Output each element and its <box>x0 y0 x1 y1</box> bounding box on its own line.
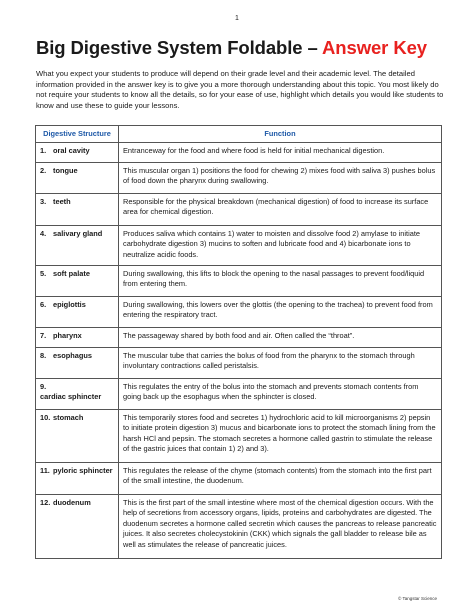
structure-name: oral cavity <box>53 145 90 155</box>
function-cell: The passageway shared by both food and air. Often called the “throat”. <box>119 327 442 347</box>
table-row <box>36 409 442 462</box>
row-number: 8. <box>40 350 47 360</box>
row-number: 7. <box>40 330 47 340</box>
structure-cell <box>36 142 119 162</box>
digestive-structure-table <box>35 125 442 559</box>
structure-cell <box>36 462 119 494</box>
row-number: 12. <box>40 497 51 507</box>
table-row <box>36 296 442 327</box>
structure-cell <box>36 193 119 225</box>
intro-paragraph: What you expect your students to produce will depend on their grade level and their academic level. The detailed information provided in the answer key is to give you a more thorough understanding about this topic. You most likely do not require your students to know all the details, so for your ease of use, highlight which details you would like students to know and use these to guide your lessons. <box>36 69 444 110</box>
table-row <box>36 142 442 162</box>
structure-name: salivary gland <box>53 228 103 238</box>
function-cell: Entranceway for the food and where food is held for initial mechanical digestion. <box>119 142 442 162</box>
function-cell: This regulates the entry of the bolus into the stomach and prevents stomach contents from going back up the esophagus when the sphincter is closed. <box>119 378 442 409</box>
structure-name: pharynx <box>53 330 82 340</box>
function-cell: This temporarily stores food and secretes 1) hydrochloric acid to kill microorganisms 2) pepsin to initiate protein digestion 3) mucus and bicarbonate ions to protect the stomach lining from the harsh HCl and pepsin. The stomach secretes a hormone called gastrin to stimulate the release of the gastric juices that contain 1) 2) and 3). <box>119 409 442 462</box>
row-number: 5. <box>40 268 47 278</box>
function-cell: During swallowing, this lifts to block the opening to the nasal passages to prevent food/liquid from entering them. <box>119 265 442 296</box>
row-number: 9. <box>40 381 47 391</box>
header-structure: Digestive Structure <box>36 126 119 143</box>
row-number: 1. <box>40 145 47 155</box>
table-row <box>36 347 442 378</box>
row-number: 4. <box>40 228 47 238</box>
function-cell: During swallowing, this lowers over the glottis (the opening to the trachea) to prevent food from entering the respiratory tract. <box>119 296 442 327</box>
structure-cell <box>36 327 119 347</box>
title-accent: Answer Key <box>322 37 427 58</box>
function-cell: This muscular organ 1) positions the food for chewing 2) mixes food with saliva 3) pushes bolus of food down the pharynx during swallowing. <box>119 162 442 193</box>
structure-name: epiglottis <box>53 299 86 309</box>
table-row <box>36 225 442 265</box>
structure-cell <box>36 409 119 462</box>
table-row <box>36 494 442 558</box>
table-header-row <box>36 126 442 143</box>
row-number: 3. <box>40 196 47 206</box>
function-cell: The muscular tube that carries the bolus of food from the pharynx to the stomach through involuntary contractions called peristalsis. <box>119 347 442 378</box>
table-row <box>36 162 442 193</box>
structure-name: esophagus <box>53 350 93 360</box>
table-row <box>36 327 442 347</box>
structure-name: stomach <box>53 412 84 422</box>
row-number: 10. <box>40 412 51 422</box>
function-cell: Produces saliva which contains 1) water to moisten and dissolve food 2) amylase to initiate carbohydrate digestion 3) mucins to soften and lubricate food and 4) bicarbonate ions to neutralize acidic foods. <box>119 225 442 265</box>
structure-cell <box>36 265 119 296</box>
structure-cell <box>36 494 119 558</box>
structure-name: teeth <box>53 196 71 206</box>
row-number: 11. <box>40 465 50 475</box>
structure-cell <box>36 162 119 193</box>
header-function: Function <box>119 126 442 143</box>
table-row <box>36 265 442 296</box>
structure-name: cardiac sphincter <box>40 392 102 402</box>
page-number: 1 <box>235 15 239 22</box>
structure-name: soft palate <box>53 268 90 278</box>
row-number: 6. <box>40 299 47 309</box>
page-title <box>36 37 427 59</box>
function-cell: This is the first part of the small intestine where most of the chemical digestion occurs. With the help of secretions from accessory organs, lipids, proteins and carbohydrates are digested. The duodenum secretes a hormone called secretin which causes the pancreas to release pancreatic juices. It also secretes cholecystokinin (CKK) which signals the gall bladder to release bile as well as stimulates the release of pancreatic juices. <box>119 494 442 558</box>
structure-name: duodenum <box>53 497 91 507</box>
structure-cell <box>36 378 119 409</box>
table-row <box>36 378 442 409</box>
function-cell: This regulates the release of the chyme (stomach contents) from the stomach into the first part of the small intestine, the duodenum. <box>119 462 442 494</box>
title-main: Big Digestive System Foldable – <box>36 37 323 58</box>
row-number: 2. <box>40 165 47 175</box>
table-row <box>36 462 442 494</box>
structure-name: pyloric sphincter <box>53 465 113 475</box>
structure-name: tongue <box>53 165 78 175</box>
function-cell: Responsible for the physical breakdown (mechanical digestion) of food to increase its surface area for chemical digestion. <box>119 193 442 225</box>
table-row <box>36 193 442 225</box>
structure-cell <box>36 347 119 378</box>
copyright-footer: © Tangstar Science <box>397 596 437 601</box>
structure-cell <box>36 225 119 265</box>
structure-cell <box>36 296 119 327</box>
